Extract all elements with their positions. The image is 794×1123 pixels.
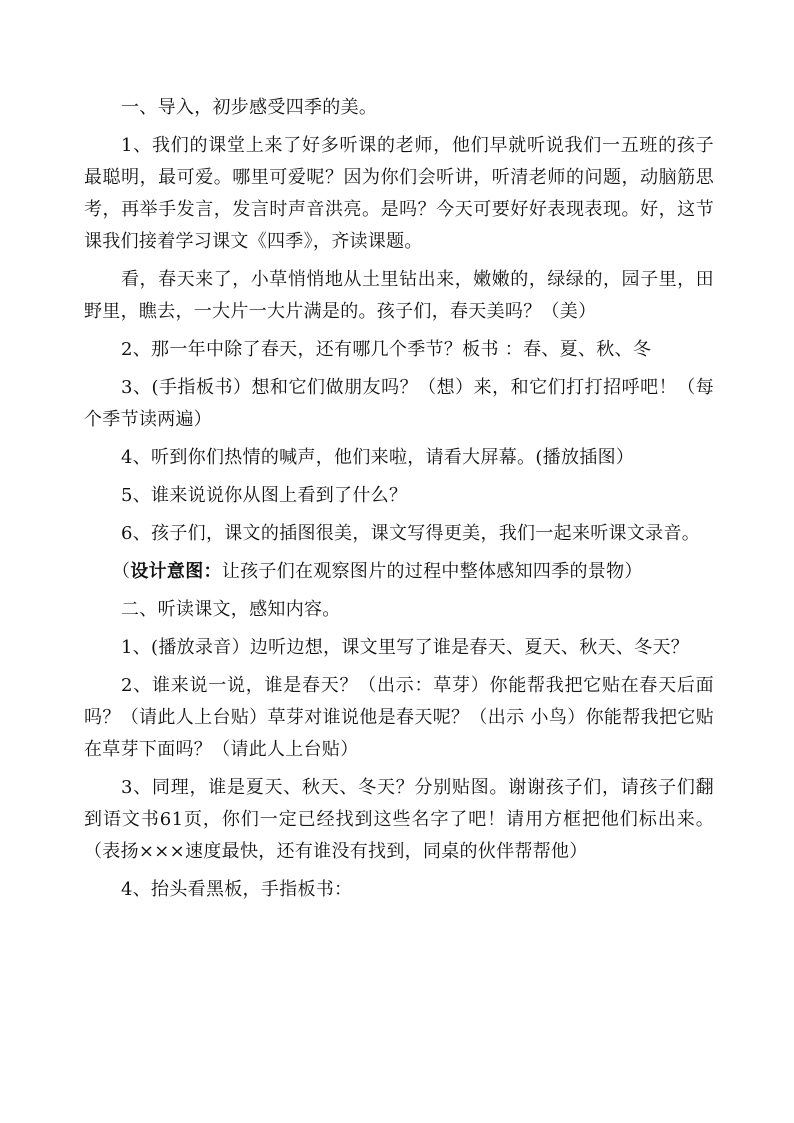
section-heading-2: 二、听读课文，感知内容。: [121, 599, 341, 620]
design-note: [84, 556, 714, 588]
paragraph-spring: 看，春天来了，小草悄悄地从土里钻出来，嫩嫩的，绿绿的，园子里，田野里，瞧去，一大片一大片满是的。孩子们，春天美吗？（美）: [84, 269, 714, 322]
paragraph-who-spring: 2、谁来说一说，谁是春天？（出示：草芽）你能帮我把它贴在春天后面吗？（请此人上台贴）草芽对谁说他是春天呢？（出示 小鸟）你能帮我把它贴在草芽下面吗？（请此人上台贴）: [84, 675, 714, 760]
paragraph-recording: 6、孩子们，课文的插图很美，课文写得更美，我们一起来听课文录音。: [121, 523, 701, 544]
section-heading-1: 一、导入，初步感受四季的美。: [121, 97, 378, 118]
paragraph-greet: 3、(手指板书）想和它们做朋友吗？（想）来，和它们打打招呼吧！（每个季节读两遍）: [84, 377, 714, 430]
design-note-label: 设计意图：: [130, 561, 222, 582]
paragraph-picture: 5、谁来说说你从图上看到了什么？: [121, 485, 408, 506]
paragraph-blackboard: 4、抬头看黑板，手指板书：: [121, 879, 353, 900]
design-note-text: 让孩子们在观察图片的过程中整体感知四季的景物）: [221, 561, 643, 582]
paragraph-intro: 1、我们的课堂上来了好多听课的老师，他们早就听说我们一五班的孩子最聪明，最可爱。哪里可爱呢？因为你们会听讲，听清老师的问题，动脑筋思考，再举手发言，发言时声音洪亮。是吗？今天可要好好表现表现。好，这节课我们接着学习课文《四季》，齐读课题。: [84, 135, 714, 252]
design-note-open: （: [112, 561, 131, 582]
document-body: [84, 92, 714, 912]
paragraph-seasons: 2、那一年中除了春天，还有哪几个季节？板书 ：春、夏、秋、冬: [121, 339, 652, 360]
paragraph-similarly: 3、同理，谁是夏天、秋天、冬天？分别贴图。谢谢孩子们，请孩子们翻到语文书61页，你们一定已经找到这些名字了吧！请用方框把他们标出来。（表扬×××速度最快，还有谁没有找到，同桌的伙伴帮帮他）: [84, 777, 714, 862]
paragraph-listen: 1、(播放录音）边听边想，课文里写了谁是春天、夏天、秋天、冬天？: [121, 637, 690, 658]
paragraph-screen: 4、听到你们热情的喊声，他们来啦，请看大屏幕。(播放插图）: [121, 447, 635, 468]
